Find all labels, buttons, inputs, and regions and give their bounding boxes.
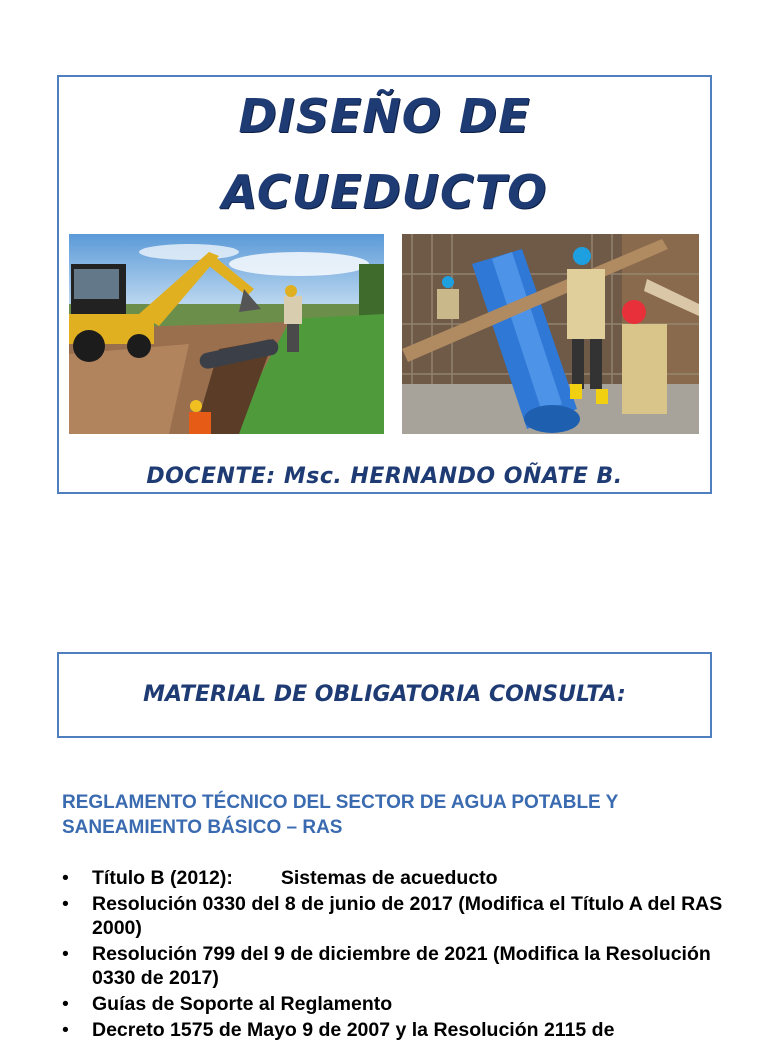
regulation-heading: REGLAMENTO TÉCNICO DEL SECTOR DE AGUA POTABLE Y SANEAMIENTO BÁSICO – RAS	[62, 792, 618, 838]
list-item	[62, 992, 742, 1016]
workers-blue-pipe-photo	[402, 234, 699, 434]
list-item	[62, 892, 742, 940]
bullet-icon: •	[62, 1019, 69, 1041]
list-item-label: Resolución 0330 del 8 de junio de 2017 (Modifica el Título A del RAS 2000)	[92, 893, 723, 939]
required-material-title: MATERIAL DE OBLIGATORIA CONSULTA:	[143, 682, 626, 707]
list-item-detail: Sistemas de acueducto	[280, 867, 498, 889]
list-item-label: Decreto 1575 de Mayo 9 de 2007 y la Resolución 2115 de	[92, 1019, 615, 1041]
required-material-panel	[57, 652, 712, 738]
regulation-list	[62, 866, 742, 1044]
blue-pipe-photo-illustration	[402, 234, 699, 434]
title-line-1: DISEÑO DE	[238, 89, 531, 143]
cover-panel	[57, 75, 712, 494]
backhoe-pipe-trench-photo	[69, 234, 384, 434]
list-item-label: Guías de Soporte al Reglamento	[92, 993, 393, 1015]
title-line-2: ACUEDUCTO	[221, 165, 548, 219]
list-item	[62, 866, 742, 890]
bullet-icon: •	[62, 867, 69, 889]
list-item	[62, 1018, 742, 1042]
bullet-icon: •	[62, 943, 69, 965]
list-item	[62, 942, 742, 990]
list-item-label: Resolución 799 del 9 de diciembre de 2021 (Modifica la Resolución 0330 de 2017)	[92, 943, 711, 989]
instructor-name: DOCENTE: Msc. HERNANDO OÑATE B.	[146, 464, 623, 489]
list-item-label: Título B (2012):	[92, 867, 233, 889]
bullet-icon: •	[62, 993, 69, 1015]
backhoe-photo-illustration	[69, 234, 384, 434]
bullet-icon: •	[62, 893, 69, 915]
